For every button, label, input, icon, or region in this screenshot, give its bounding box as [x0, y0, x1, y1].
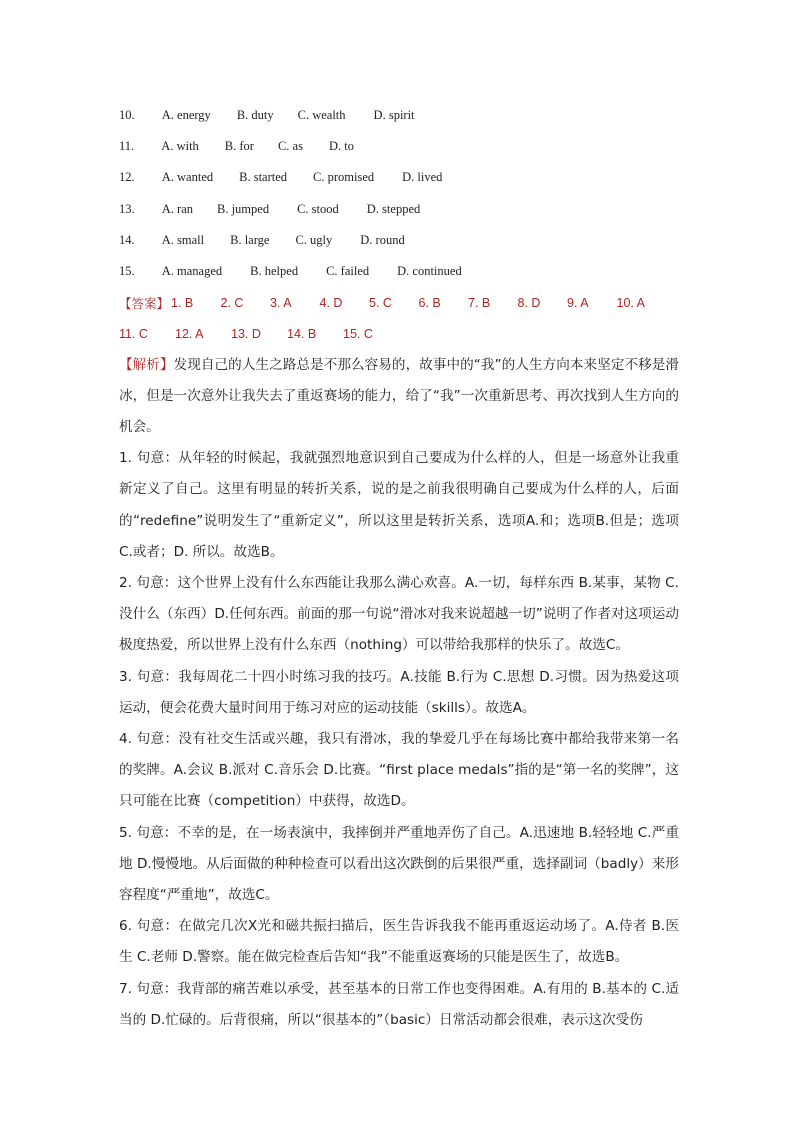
answer-label: 【答案】: [119, 295, 170, 311]
analysis-item: [119, 724, 679, 818]
answer-line: [119, 287, 679, 318]
option-choice: C. failed: [326, 264, 370, 279]
option-choice: A. wanted: [161, 170, 214, 185]
option-row: [119, 194, 679, 225]
option-row: [119, 256, 679, 287]
option-choice: D. lived: [402, 170, 443, 185]
answer-item: 14. B: [287, 326, 317, 341]
option-choice: D. spirit: [373, 108, 415, 123]
option-choice: B. duty: [236, 108, 274, 123]
option-row: [119, 131, 679, 162]
options-list: [119, 100, 679, 287]
question-number: 10.: [119, 108, 135, 123]
option-choice: D. stepped: [366, 201, 421, 216]
analysis-item: [119, 568, 679, 662]
analysis-item-text: 句意：这个世界上没有什么东西能让我那么满心欢喜。A.一切，每样东西 B.某事，某物 C.没什么（东西）D.任何东西。前面的那一句说“滑冰对我来说超越一切”说明了作者对这项运动极度热爱，所以世界上没有什么东西（nothing）可以带给我那样的快乐了。故选C。: [119, 574, 679, 654]
option-choice: A. with: [161, 139, 199, 154]
option-row: [119, 225, 679, 256]
question-number: 15.: [119, 264, 135, 279]
analysis-item-text: 句意：没有社交生活或兴趣，我只有滑冰，我的挚爱几乎在每场比赛中都给我带来第一名的奖牌。A.会议 B.派对 C.音乐会 D.比赛。“first place medals”指的是“第一名的奖牌”，这只可能在比赛（competition）中获得，故选D。: [119, 730, 679, 810]
option-choice: B. jumped: [217, 201, 270, 216]
analysis-item: [119, 443, 679, 568]
question-number: 14.: [119, 232, 135, 247]
analysis-item-number: 3.: [119, 668, 132, 685]
analysis-intro-text: 发现自己的人生之路总是不那么容易的，故事中的“我”的人生方向本来坚定不移是滑冰，但是一次意外让我失去了重返赛场的能力，给了“我”一次重新思考、再次找到人生方向的机会。: [119, 356, 679, 435]
option-choice: B. helped: [250, 264, 299, 279]
answer-item: 8. D: [517, 295, 541, 310]
analysis-item-text: 句意：不幸的是，在一场表演中，我摔倒并严重地弄伤了自己。A.迅速地 B.轻轻地 C.严重地 D.慢慢地。从后面做的种种检查可以看出这次跌倒的后果很严重，选择副词（badly）来形容程度“严重地”，故选C。: [119, 824, 679, 903]
answer-item: 4. D: [319, 295, 343, 310]
document-content: [119, 100, 679, 1036]
option-row: [119, 162, 679, 193]
option-choice: A. small: [161, 232, 205, 247]
analysis-item-text: 句意：我每周花二十四小时练习我的技巧。A.技能 B.行为 C.思想 D.习惯。因为热爱这项运动，便会花费大量时间用于练习对应的运动技能（skills）。故选A。: [119, 668, 679, 716]
answer-item: 11. C: [119, 326, 148, 341]
analysis-intro: [119, 350, 679, 444]
question-number: 12.: [119, 170, 135, 185]
option-choice: C. wealth: [297, 108, 346, 123]
option-choice: D. to: [328, 139, 354, 154]
analysis-item-number: 7.: [119, 980, 132, 997]
answer-item: 6. B: [418, 295, 441, 310]
answer-item: 1. B: [171, 295, 194, 310]
option-choice: B. started: [239, 170, 288, 185]
option-choice: C. ugly: [295, 232, 333, 247]
analysis-item-text: 句意：在做完几次X光和磁共振扫描后，医生告诉我我不能再重返运动场了。A.侍者 B.医生 C.老师 D.警察。能在做完检查后告知“我”不能重返赛场的只能是医生了，故选B。: [119, 918, 679, 966]
answer-item: 3. A: [270, 295, 292, 310]
option-choice: A. energy: [161, 108, 211, 123]
answer-section: [119, 287, 679, 349]
analysis-item-text: 句意：从年轻的时候起，我就强烈地意识到自己要成为什么样的人，但是一场意外让我重新定义了自己。这里有明显的转折关系，说的是之前我很明确自己要成为什么样的人，后面的“redefine”说明发生了“重新定义”，所以这里是转折关系，选项A.和；选项B.但是；选项C.或者；D. 所以。故选B。: [119, 450, 679, 560]
option-row: [119, 100, 679, 131]
analysis-item-number: 6.: [119, 918, 132, 935]
analysis-item: [119, 818, 679, 912]
analysis-item: [119, 911, 679, 973]
answer-item: 2. C: [220, 295, 244, 310]
analysis-section: [119, 350, 679, 1036]
analysis-item-number: 4.: [119, 730, 132, 747]
option-choice: D. continued: [397, 264, 462, 279]
option-choice: B. large: [230, 232, 270, 247]
option-choice: C. as: [277, 139, 303, 154]
question-number: 13.: [119, 201, 135, 216]
option-choice: A. managed: [161, 264, 223, 279]
answer-item: 5. C: [369, 295, 392, 310]
analysis-item-number: 5.: [119, 824, 132, 841]
analysis-item: [119, 974, 679, 1036]
analysis-item-number: 1.: [119, 450, 132, 467]
answer-item: 9. A: [567, 295, 589, 310]
answer-item: 15. C: [343, 326, 373, 341]
option-choice: A. ran: [161, 201, 193, 216]
answer-item: 12. A: [175, 326, 204, 341]
option-choice: C. promised: [313, 170, 375, 185]
answer-line: [119, 318, 679, 349]
option-choice: C. stood: [297, 201, 339, 216]
question-number: 11.: [119, 139, 135, 154]
answer-item: 13. D: [231, 326, 261, 341]
answer-item: 10. A: [616, 295, 646, 310]
answer-item: 7. B: [468, 295, 491, 310]
analysis-item: [119, 662, 679, 724]
analysis-label: 【解析】: [119, 356, 174, 373]
analysis-item-text: 句意：我背部的痛苦难以承受，甚至基本的日常工作也变得困难。A.有用的 B.基本的 C.适当的 D.忙碌的。后背很痛，所以“很基本的”（basic）日常活动都会很难，表示这次受伤: [119, 980, 679, 1028]
option-choice: D. round: [360, 232, 405, 247]
analysis-item-number: 2.: [119, 574, 132, 591]
option-choice: B. for: [224, 139, 254, 154]
